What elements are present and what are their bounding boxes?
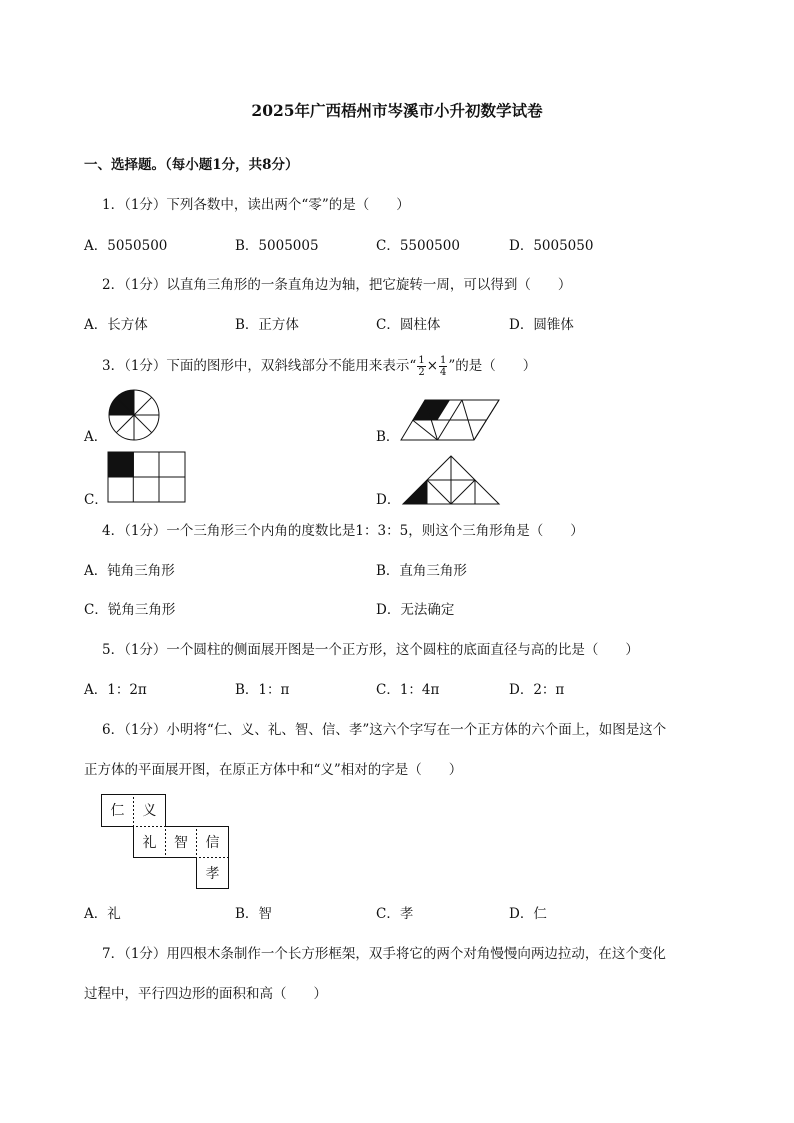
q2-option-b: B．正方体 [235, 317, 299, 333]
divider-line [427, 480, 451, 504]
fraction-one-quarter [439, 355, 447, 378]
net-face-label: 孝 [205, 866, 220, 882]
question-1-stem: 1．（1分）下列各数中，读出两个“零”的是（ ） [102, 197, 410, 213]
times-sign: × [426, 358, 439, 374]
question-7-stem-line-1: 7．（1分）用四根木条制作一个长方形框架，双手将它的两个对角慢慢向两边拉动，在这个变化 [102, 946, 666, 962]
question-2-stem: 2．（1分）以直角三角形的一条直角边为轴，把它旋转一周，可以得到（ ） [102, 277, 572, 293]
q6-option-d: D．仁 [509, 906, 547, 922]
q1-option-d: D．5005050 [509, 238, 594, 254]
net-face-label: 信 [205, 835, 220, 851]
q2-option-c: C．圆柱体 [376, 317, 441, 333]
cube-net-figure [101, 794, 231, 890]
q6-option-a: A．礼 [84, 906, 121, 922]
q2-option-a: A．长方体 [84, 317, 148, 333]
fraction-one-half [417, 355, 425, 378]
divider-line [451, 480, 475, 504]
parallelogram-figure [400, 399, 500, 441]
question-5-stem: 5．（1分）一个圆柱的侧面展开图是一个正方形，这个圆柱的底面直径与高的比是（ ） [102, 642, 639, 658]
q4-option-d: D．无法确定 [376, 602, 455, 618]
q1-option-a: A．5050500 [84, 238, 168, 254]
fraction-numerator: 1 [440, 355, 447, 366]
q3-option-a: A． [84, 429, 108, 445]
q4-option-a: A．钝角三角形 [84, 563, 175, 579]
net-face-label: 仁 [110, 803, 125, 819]
q3-option-c: C． [84, 492, 108, 508]
q5-option-b: B．1：π [235, 682, 290, 698]
q5-option-a: A．1：2π [84, 682, 147, 698]
triangle-figure [402, 455, 500, 505]
q6-option-c: C．孝 [376, 906, 414, 922]
fraction-denominator: 2 [418, 367, 425, 378]
question-3-stem [102, 355, 536, 378]
question-4-stem: 4．（1分）一个三角形三个内角的度数比是1：3：5，则这个三角形角是（ ） [102, 523, 584, 539]
q2-option-d: D．圆锥体 [509, 317, 574, 333]
question-6-stem-line-2: 正方体的平面展开图，在原正方体中和“义”相对的字是（ ） [84, 762, 463, 778]
section-heading: 一、选择题。（每小题1分，共8分） [84, 157, 299, 173]
grid-cell [133, 452, 159, 477]
q3-option-b: B． [376, 429, 400, 445]
question-6-stem-line-1: 6．（1分）小明将“仁、义、礼、智、信、孝”这六个字写在一个正方体的六个面上，如图是这个 [102, 722, 667, 738]
shaded-region [413, 400, 451, 420]
q1-option-c: C．5500500 [376, 238, 460, 254]
q5-option-d: D．2：π [509, 682, 565, 698]
q3-option-d: D． [376, 492, 401, 508]
q4-option-b: B．直角三角形 [376, 563, 467, 579]
q6-option-b: B．智 [235, 906, 272, 922]
shaded-cell [108, 452, 133, 477]
divider-line [413, 420, 438, 440]
fraction-denominator: 4 [440, 367, 447, 378]
q4-option-c: C．锐角三角形 [84, 602, 176, 618]
shaded-region [403, 480, 427, 504]
net-face-label: 礼 [142, 835, 157, 851]
fraction-numerator: 1 [418, 355, 425, 366]
page-title: 2025年广西梧州市岑溪市小升初数学试卷 [251, 101, 543, 120]
q3-stem-after: ”的是（ ） [448, 358, 537, 374]
question-7-stem-line-2: 过程中，平行四边形的面积和高（ ） [84, 986, 327, 1002]
q5-option-c: C．1：4π [376, 682, 440, 698]
circle-eighths-figure [107, 388, 161, 442]
net-face-label: 义 [142, 803, 157, 819]
q1-option-b: B．5005005 [235, 238, 319, 254]
rectangle-grid-figure [107, 451, 187, 503]
q3-stem-before: 3．（1分）下面的图形中，双斜线部分不能用来表示“ [102, 358, 417, 374]
net-face-label: 智 [174, 835, 188, 851]
